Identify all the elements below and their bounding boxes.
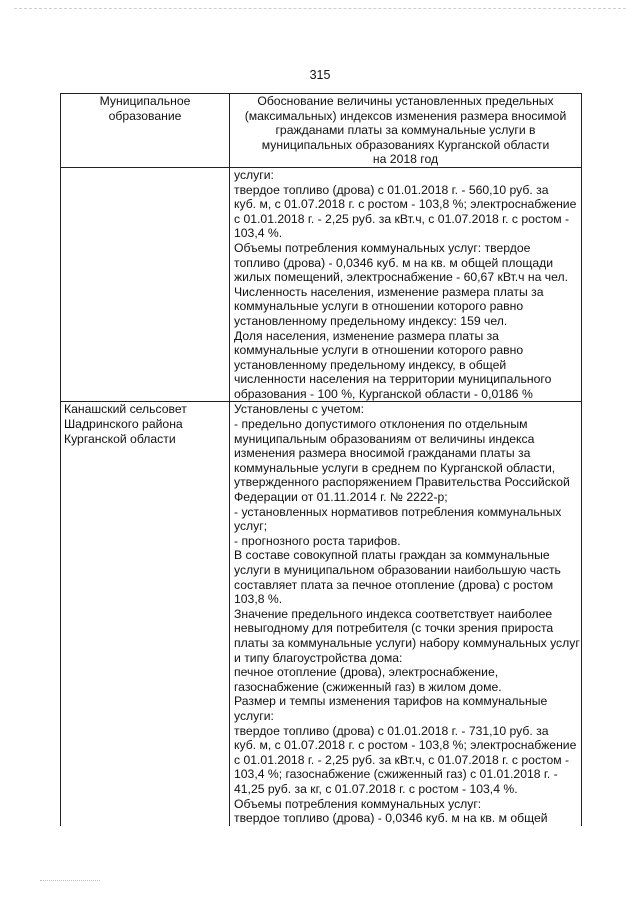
text-line: Доля населения, изменение размера платы за — [234, 328, 499, 343]
text-line: жилых помещений, электроснабжение - 60,67 кВт.ч на чел. — [234, 270, 569, 285]
text-line: Установлены с учетом: — [234, 402, 364, 417]
table-header-row — [61, 94, 582, 168]
text-line: топливо (дрова) - 0,0346 куб. м на кв. м общей площади — [234, 255, 554, 270]
text-line: составляет плата за печное отопление (дрова) с ростом — [234, 577, 554, 592]
text-line: гражданами платы за коммунальные услуги в — [275, 123, 536, 138]
text-line: коммунальные услуги в отношении которого равно — [234, 299, 524, 314]
text-line: коммунальные услуги в среднем по Курганской области, — [234, 460, 556, 475]
text-line: невыгодному для потребителя (с точки зрения прироста — [234, 621, 554, 636]
text-line: твердое топливо (дрова) с 01.01.2018 г. - 731,10 руб. за — [234, 723, 549, 738]
text-line: Обоснование величины установленных предельных — [257, 94, 554, 108]
justification-cell — [230, 402, 582, 826]
text-line: численности населения на территории муниципального — [234, 372, 552, 387]
text-line: Объемы потребления коммунальных услуг: твердое — [234, 240, 531, 255]
text-line: утвержденного распоряжением Правительства Российской — [234, 475, 570, 490]
scan-artifact-top — [14, 8, 626, 9]
text-line: образования - 100 %, Курганской области - 0,0186 % — [234, 386, 533, 401]
text-line: услуги в муниципальном образовании наибольшую часть — [234, 563, 561, 577]
text-line: Муниципальное — [99, 94, 191, 108]
text-line: газоснабжение (сжиженный газ) в жилом доме. — [234, 679, 502, 694]
text-line: на 2018 год — [372, 152, 439, 167]
text-line: установленному предельному индексу: 159 чел. — [234, 313, 508, 328]
table-row — [61, 402, 582, 826]
text-line: услуги: — [234, 708, 274, 723]
header-justification — [230, 94, 582, 168]
scan-artifact-bottom — [40, 880, 100, 881]
text-line: с 01.01.2018 г. - 2,25 руб. за кВт.ч, с 01.07.2018 г. с ростом - — [234, 211, 570, 226]
text-line: муниципальных образованиях Курганской области — [261, 137, 550, 152]
text-line: муниципальным образованиям от величины индекса — [234, 431, 535, 446]
text-line: образование — [108, 108, 182, 123]
text-line: Размер и темпы изменения тарифов на коммунальные — [234, 694, 548, 709]
justification-lines — [234, 402, 579, 825]
text-line: 103,4 %; газоснабжение (сжиженный газ) с 01.01.2018 г. - — [234, 767, 558, 782]
text-line: - предельно допустимого отклонения по отдельным — [234, 417, 528, 432]
text-line: платы за коммунальные услуги) набору коммунальных услуг — [234, 635, 580, 650]
header-justification-lines — [238, 94, 573, 167]
text-line: с 01.01.2018 г. - 2,25 руб. за кВт.ч, с 01.07.2018 г. с ростом - — [234, 752, 570, 767]
justification-cell — [230, 167, 582, 402]
header-municipality — [61, 94, 230, 168]
text-line: 103,4 %. — [234, 226, 283, 241]
text-line: печное отопление (дрова), электроснабжение, — [234, 665, 499, 680]
text-line: Численность населения, изменение размера платы за — [234, 284, 544, 299]
tariff-justification-table — [60, 93, 582, 826]
municipality-cell — [61, 402, 230, 826]
text-line: Шадринского района — [64, 417, 183, 432]
text-line: 103,8 %. — [234, 592, 283, 607]
header-municipality-lines — [64, 94, 226, 123]
municipality-name-lines — [64, 402, 226, 446]
text-line: Федерации от 01.11.2014 г. № 2222-р; — [234, 490, 448, 505]
text-line: твердое топливо (дрова) - 0,0346 куб. м на кв. м общей — [234, 811, 548, 826]
table-row — [61, 167, 582, 402]
text-line: - установленных нормативов потребления коммунальных — [234, 504, 562, 519]
text-line: Курганской области — [64, 431, 176, 446]
text-line: Значение предельного индекса соответствует наиболее — [234, 606, 553, 621]
text-line: куб. м, с 01.07.2018 г. с ростом - 103,8 %; электроснабжение — [234, 738, 577, 753]
text-line: установленному предельному индексу, в общей — [234, 357, 507, 372]
text-line: куб. м, с 01.07.2018 г. с ростом - 103,8 %; электроснабжение — [234, 197, 577, 212]
text-line: изменения размера вносимой гражданами платы за — [234, 446, 531, 461]
justification-lines — [234, 168, 579, 402]
text-line: и типу благоустройства дома: — [234, 650, 403, 665]
text-line: В составе совокупной платы граждан за коммунальные — [234, 548, 550, 563]
text-line: услуги: — [234, 167, 274, 182]
text-line: (максимальных) индексов изменения размера вносимой — [244, 108, 567, 123]
text-line: услуг; — [234, 519, 268, 534]
text-line: Объемы потребления коммунальных услуг: — [234, 796, 482, 811]
text-line: - прогнозного роста тарифов. — [234, 533, 401, 548]
text-line: Канашский сельсовет — [64, 402, 187, 417]
text-line: твердое топливо (дрова) с 01.01.2018 г. - 560,10 руб. за — [234, 182, 549, 197]
text-line: 41,25 руб. за кг, с 01.07.2018 г. с ростом - 103,4 %. — [234, 781, 518, 796]
page-number: 315 — [309, 68, 331, 82]
text-line: коммунальные услуги в отношении которого равно — [234, 343, 524, 358]
municipality-cell-empty — [61, 167, 230, 402]
